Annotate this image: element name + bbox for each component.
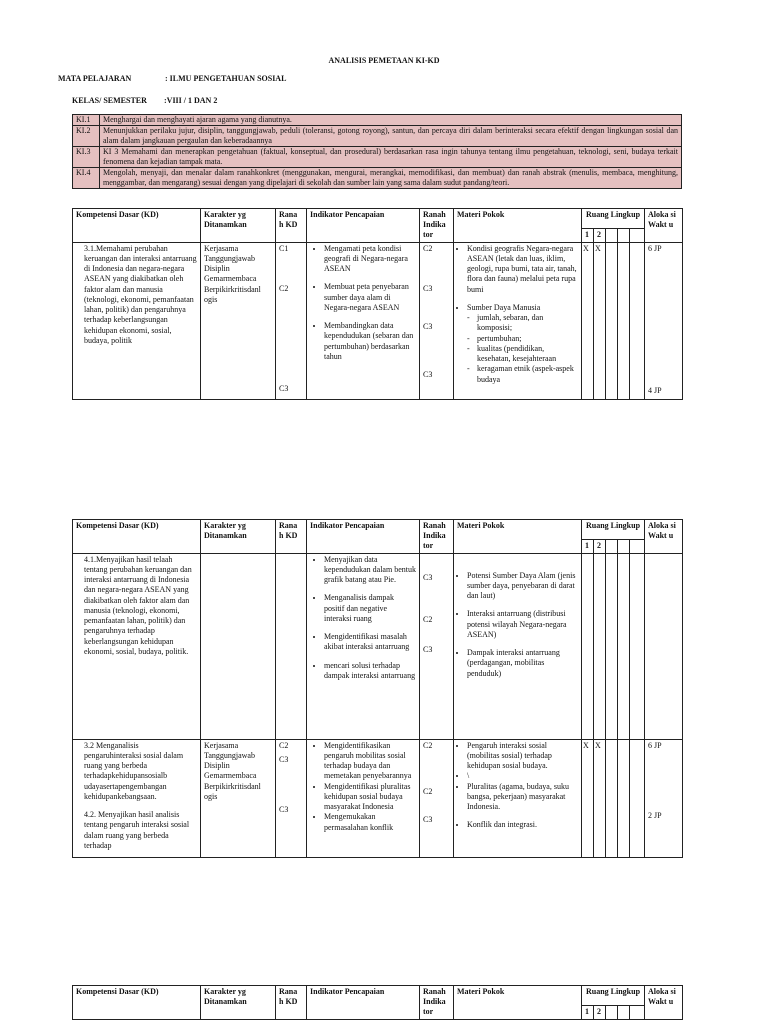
- table-row: [73, 739, 683, 857]
- ranah-value: C3: [279, 384, 289, 394]
- list-item: • Mengidentifikasikan pengaruh mobilitas sosial terhadap budaya dan memetakan penyebarannya: [324, 741, 416, 782]
- karakter-cell: Kerjasama Tanggungjawab Disiplin Gemarmembaca Berpikirkritisdanl ogis: [201, 739, 276, 857]
- header-ruang-lingkup: Ruang Lingkup: [582, 520, 645, 540]
- ranah-value: C3: [423, 370, 433, 380]
- class-label: KELAS/ SEMESTER: [72, 96, 147, 105]
- list-item: - kualitas (pendidikan, kesehatan, kesejahteraan: [477, 344, 578, 364]
- karakter-cell: [201, 553, 276, 739]
- kd-text: 3.1.Memahami perubahan keruangan dan interaksi antarruang di Indonesia dan negara-negara ASEAN yang diakibatkan oleh faktor alam dan manusia (teknologi, ekonomi, pemanfaatan lahan, politik) dan pengaruhnya terhadap keberlangsungan kehidupan ekonomi, sosial, budaya, politik: [84, 243, 197, 345]
- header-indikator: Indikator Pencapaian: [307, 520, 420, 554]
- indikator-cell: [307, 739, 420, 857]
- ranah-value: C2: [423, 786, 433, 796]
- alokasi-value: 4 JP: [648, 385, 662, 395]
- kd-text: 4.1.Menyajikan hasil telaah tentang perubahan keruangan dan interaksi antarruang di Indonesia dan negara-negara ASEAN yang diakibatkan oleh faktor alam dan manusia (teknologi, ekonomi, pemanfaatan lahan, politik) dan pengaruhnya terhadap keberlangsungan kehidupan ekonomi, sosial, budaya, politik.: [84, 554, 192, 656]
- list-item: • Membuat peta penyebaran sumber daya alam di Negara-negara ASEAN: [324, 282, 416, 313]
- ki-row: [73, 147, 682, 168]
- list-item: • Mengemukakan permasalahan konflik: [324, 812, 416, 832]
- ranah-value: C1: [279, 243, 289, 253]
- alokasi-cell: [645, 242, 683, 399]
- kd-table-2: [72, 519, 683, 858]
- header-karakter: Karakter yg Ditanamkan: [201, 209, 276, 243]
- list-item: • \: [467, 771, 578, 781]
- header-ruang-lingkup: Ruang Lingkup: [582, 986, 645, 1006]
- alokasi-value: 6 JP: [648, 740, 662, 750]
- kd-text: 4.2. Menyajikan hasil analisis tentang pengaruh interaksi sosial dalam ruang yang berbeda terhadap: [84, 810, 190, 850]
- list-item: - keragaman etnik (aspek-aspek budaya: [477, 364, 578, 384]
- ranah-indikator-cell: [420, 739, 454, 857]
- list-item: [467, 303, 578, 385]
- kd-cell: [73, 553, 201, 739]
- materi-cell: [454, 739, 582, 857]
- header-ranah-indikator: Ranah Indika tor: [420, 520, 454, 554]
- list-item: • Mengidentifikasi pluralitas kehidupan sosial budaya masyarakat Indonesia: [324, 782, 416, 813]
- header-ruang-2: 2: [594, 540, 606, 553]
- kd-table-3: [72, 985, 683, 1020]
- subject-label: MATA PELAJARAN: [58, 74, 132, 83]
- ki-table: [72, 114, 682, 189]
- subject-value: : ILMU PENGETAHUAN SOSIAL: [165, 74, 287, 83]
- header-kd: Kompetensi Dasar (KD): [73, 520, 201, 554]
- alokasi-value: 6 JP: [648, 243, 662, 253]
- header-alokasi: Aloka si Wakt u: [645, 209, 683, 243]
- ranah-value: C3: [279, 754, 289, 764]
- ranah-kd-cell: [276, 553, 307, 739]
- ranah-value: C2: [279, 740, 289, 750]
- ranah-value: C2: [279, 283, 289, 293]
- header-indikator: Indikator Pencapaian: [307, 209, 420, 243]
- kd-cell: [73, 739, 201, 857]
- ranah-indikator-cell: [420, 553, 454, 739]
- header-kd: Kompetensi Dasar (KD): [73, 209, 201, 243]
- ki-row: [73, 115, 682, 126]
- ranah-indikator-cell: [420, 242, 454, 399]
- header-ruang-1: 1: [582, 540, 594, 553]
- class-value: :VIII / 1 DAN 2: [164, 96, 218, 105]
- list-item: • Konflik dan integrasi.: [467, 820, 578, 830]
- header-ranah-indikator: Ranah Indika tor: [420, 986, 454, 1020]
- header-materi: Materi Pokok: [454, 209, 582, 243]
- ki-code: KI.1: [73, 115, 100, 126]
- header-materi: Materi Pokok: [454, 986, 582, 1020]
- kd-table-1: [72, 208, 683, 400]
- list-item: • Pluralitas (agama, budaya, suku bangsa, pekerjaan) masyarakat Indonesia.: [467, 782, 578, 813]
- header-ranah-kd: Rana h KD: [276, 209, 307, 243]
- alokasi-cell: [645, 739, 683, 857]
- ki-text: Mengolah, menyaji, dan menalar dalam ranahkonkret (menggunakan, mengurai, merangkai, memodifikasi, dan membuat) dan ranah abstrak (menulis, membaca, menghitung, menggambar, dan mengarang) sesuai dengan yang dipelajari di sekolah dan sumber lain yang sama dalam sudut pandang/teori.: [100, 168, 682, 189]
- ranah-kd-cell: [276, 242, 307, 399]
- ruang-2-mark: X: [594, 242, 606, 399]
- ruang-2-mark: X: [594, 739, 606, 857]
- header-alokasi: Aloka si Wakt u: [645, 520, 683, 554]
- header-ruang-1: 1: [582, 229, 594, 242]
- ranah-value: C3: [423, 322, 433, 332]
- list-item: • mencari solusi terhadap dampak interaksi antarruang: [324, 661, 416, 681]
- table-row: [73, 553, 683, 739]
- ki-text: Menghargai dan menghayati ajaran agama yang dianutnya.: [100, 115, 682, 126]
- ki-code: KI.3: [73, 147, 100, 168]
- header-ranah-kd: Rana h KD: [276, 986, 307, 1020]
- header-karakter: Karakter yg Ditanamkan: [201, 520, 276, 554]
- header-ruang-2: 2: [594, 1006, 606, 1019]
- header-ranah-kd: Rana h KD: [276, 520, 307, 554]
- list-item: • Mengidentifikasi masalah akibat interaksi antarruang: [324, 632, 416, 652]
- list-item: • Pengaruh interaksi sosial (mobilitas sosial) terhadap kehidupan sosial budaya.: [467, 741, 578, 772]
- list-item: • Menganalisis dampak positif dan negative interaksi ruang: [324, 593, 416, 624]
- header-kd: Kompetensi Dasar (KD): [73, 986, 201, 1020]
- karakter-cell: Kerjasama Tanggungjawab Disiplin Gemarmembaca Berpikirkritisdanl ogis: [201, 242, 276, 399]
- page-title: ANALISIS PEMETAAN KI-KD: [328, 56, 440, 65]
- list-item: • Kondisi geografis Negara-negara ASEAN (letak dan luas, iklim, geologi, rupa bumi, tata air, tanah, flora dan fauna) melalui peta rupa bumi: [467, 244, 578, 295]
- header-indikator: Indikator Pencapaian: [307, 986, 420, 1020]
- ranah-value: C2: [423, 243, 433, 253]
- alokasi-value: 2 JP: [648, 810, 662, 820]
- kd-text: 3.2 Menganalisis pengaruhinteraksi sosial dalam ruang yang berbeda terhadapkehidupansosialb udayasertapengembangan kehidupankebangsaan.: [84, 740, 184, 801]
- kd-cell: [73, 242, 201, 399]
- header-ranah-indikator: Ranah Indika tor: [420, 209, 454, 243]
- ranah-kd-cell: [276, 739, 307, 857]
- ranah-value: C3: [279, 805, 289, 815]
- list-item: - pertumbuhan;: [477, 334, 578, 344]
- list-item: • Menyajikan data kependudukan dalam bentuk grafik batang atau Pie.: [324, 555, 416, 586]
- ranah-value: C3: [423, 283, 433, 293]
- ruang-1-mark: X: [582, 739, 594, 857]
- ranah-value: C2: [423, 614, 433, 624]
- ki-code: KI.4: [73, 168, 100, 189]
- list-item: • Mengamati peta kondisi geografi di Negara-negara ASEAN: [324, 244, 416, 275]
- ki-row: [73, 126, 682, 147]
- indikator-cell: [307, 553, 420, 739]
- header-ruang-1: 1: [582, 1006, 594, 1019]
- ruang-1-mark: X: [582, 242, 594, 399]
- alokasi-cell: [645, 553, 683, 739]
- ranah-value: C2: [423, 740, 433, 750]
- materi-cell: [454, 242, 582, 399]
- ki-text: KI 3 Memahami dan menerapkan pengetahuan (faktual, konseptual, dan prosedural) berdasarkan rasa ingin tahunya tentang ilmu pengetahuan, teknologi, seni, budaya terkait fenomena dan kejadian tampak mata.: [100, 147, 682, 168]
- list-item: • Dampak interaksi antarruang (perdagangan, mobilitas penduduk): [467, 648, 578, 679]
- indikator-cell: [307, 242, 420, 399]
- ki-text: Menunjukkan perilaku jujur, disiplin, tanggungjawab, peduli (toleransi, gotong royong), santun, dan percaya diri dalam berinteraksi secara efektif dengan lingkungan sosial dan alam dalam jangkauan pergaulan dan keberadaannya: [100, 126, 682, 147]
- header-alokasi: Aloka si Wakt u: [645, 986, 683, 1020]
- list-item: • Membandingkan data kependudukan (sebaran dan pertumbuhan) berdasarkan tahun: [324, 321, 416, 362]
- list-item: • Interaksi antarruang (distribusi potensi wilayah Negara-negara ASEAN): [467, 609, 578, 640]
- header-karakter: Karakter yg Ditanamkan: [201, 986, 276, 1020]
- ki-row: [73, 168, 682, 189]
- header-materi: Materi Pokok: [454, 520, 582, 554]
- ranah-value: C3: [423, 815, 433, 825]
- header-ruang-lingkup: Ruang Lingkup: [582, 209, 645, 229]
- table-row: [73, 242, 683, 399]
- header-ruang-2: 2: [594, 229, 606, 242]
- ranah-value: C3: [423, 572, 433, 582]
- list-item: - jumlah, sebaran, dan komposisi;: [477, 313, 578, 333]
- list-item: • Potensi Sumber Daya Alam (jenis sumber daya, penyebaran di darat dan laut): [467, 571, 578, 602]
- materi-heading: Sumber Daya Manusia: [467, 302, 541, 312]
- ranah-value: C3: [423, 645, 433, 655]
- ki-code: KI.2: [73, 126, 100, 147]
- materi-cell: [454, 553, 582, 739]
